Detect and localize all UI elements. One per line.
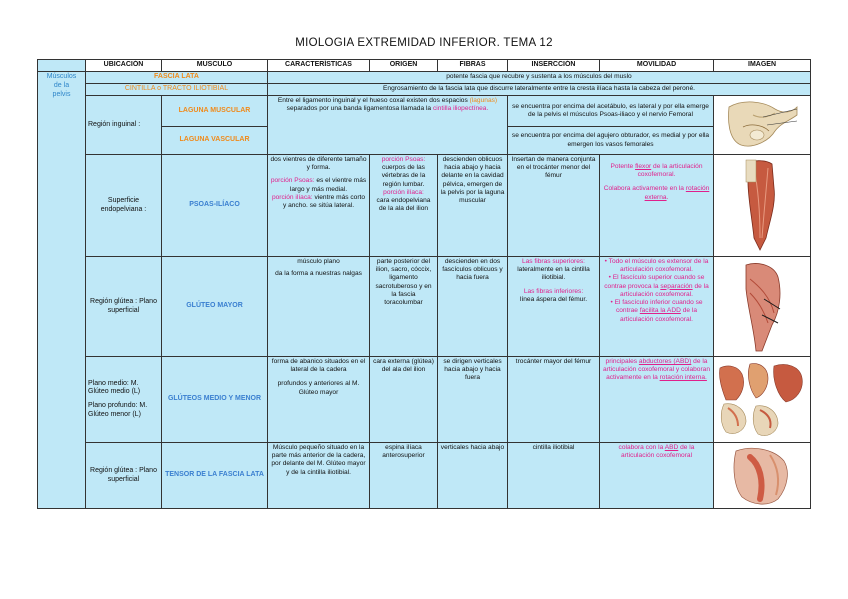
tensor-image bbox=[714, 443, 811, 509]
gluteos-medio-menor-image bbox=[714, 357, 811, 443]
header-ubicacion: UBICACIÓN bbox=[86, 60, 162, 72]
side-label-musculos-pelvis: Músculos de la pelvis bbox=[38, 72, 86, 509]
header-blank bbox=[38, 60, 86, 72]
gluteos-medio-menor-name: GLÚTEOS MEDIO Y MENOR bbox=[162, 357, 268, 443]
gluteos-medio-menor-fibers: se dirigen verticales hacia abajo y hacia fuera bbox=[438, 357, 508, 443]
document-title: MIOLOGIA EXTREMIDAD INFERIOR. TEMA 12 bbox=[295, 37, 553, 49]
gluteo-mayor-fibers: descienden en dos fascículos oblicuos y hacia fuera bbox=[438, 257, 508, 357]
header-fibras: FIBRAS bbox=[438, 60, 508, 72]
gluteos-medio-menor-origin: cara externa (glútea) del ala del ilion bbox=[370, 357, 438, 443]
header-movilidad: MOVILIDAD bbox=[600, 60, 714, 72]
cintilla-name: CINTILLA o TRACTO ILIOTIBIAL bbox=[86, 84, 268, 96]
tensor-fasciae-latae-illustration-icon bbox=[730, 445, 794, 507]
psoas-fibers: descienden oblicuos hacia abajo y hacia delante en la cavidad pélvica, emergen de la pelvis por la laguna muscular bbox=[438, 155, 508, 257]
header-musculo: MUSCULO bbox=[162, 60, 268, 72]
gluteo-mayor-name: GLÚTEO MAYOR bbox=[162, 257, 268, 357]
cintilla-description: Engrosamiento de la fascia lata que discurre lateralmente entre la cresta ilíaca hasta la cabeza del peroné. bbox=[268, 84, 811, 96]
header-origen: ORIGEN bbox=[370, 60, 438, 72]
inguinal-image bbox=[714, 96, 811, 155]
psoas-name: PSOAS-ILÍACO bbox=[162, 155, 268, 257]
gluteo-mayor-origin: parte posterior del ilion, sacro, cóccix, ligamento sacrotuberoso y en la fascia toracolumbar bbox=[370, 257, 438, 357]
muscle-table bbox=[37, 59, 811, 509]
psoas-insertion: Insertan de manera conjunta en el trocánter menor del fémur bbox=[508, 155, 600, 257]
laguna-muscular-insertion: se encuentra por encima del acetábulo, es lateral y por ella emerge de la pelvis el músculos Psoas-iliaco y el nervio Femoral bbox=[508, 96, 714, 127]
psoas-characteristics: dos vientres de diferente tamaño y forma. porción Psoas: es el vientre más largo y más medial. porción ilíaca: vientre más corto y ancho. se sitúa lateral. bbox=[268, 155, 370, 257]
gluteus-maximus-illustration-icon bbox=[740, 259, 784, 355]
tensor-name: TENSOR DE LA FASCIA LATA bbox=[162, 443, 268, 509]
gluteo-mayor-insertion: Las fibras superiores: lateralmente en la cintilla iliotibial. Las fibras inferiores: línea áspera del fémur. bbox=[508, 257, 600, 357]
gluteo-mayor-mobility: • Todo el músculo es extensor de la articulación coxofemoral. • El fascículo superior cuando se contrae provoca la separación de la articulación coxofemoral. • El fascículo inferior cuando se contrae facilita la ADD de la articulación coxofemoral. bbox=[600, 257, 714, 357]
tensor-location: Región glútea : Plano superficial bbox=[86, 443, 162, 509]
psoas-location: Superficie endopelviana : bbox=[86, 155, 162, 257]
gluteos-medio-menor-insertion: trocánter mayor del fémur bbox=[508, 357, 600, 443]
header-insercion: INSERCCIÓN bbox=[508, 60, 600, 72]
psoas-image bbox=[714, 155, 811, 257]
gluteus-medius-minimus-illustration-icon bbox=[716, 360, 808, 440]
gluteos-medio-menor-characteristics: forma de abanico situados en el lateral de la cadera profundos y anteriores al M. Glúteo mayor bbox=[268, 357, 370, 443]
psoas-mobility: Potente flexor de la articulación coxofemoral. Colabora activamente en la rotación externa. bbox=[600, 155, 714, 257]
tensor-origin: espina ilíaca anterosuperior bbox=[370, 443, 438, 509]
pelvis-illustration-icon bbox=[723, 97, 801, 153]
tensor-mobility: colabora con la ABD de la articulación coxofemoral bbox=[600, 443, 714, 509]
tensor-insertion: cintilla iliotibial bbox=[508, 443, 600, 509]
gluteo-mayor-location: Región glútea : Plano superficial bbox=[86, 257, 162, 357]
gluteos-medio-menor-mobility: principales abductores (ABD) de la articulación coxofemoral y colaboran activamente en la rotación interna. bbox=[600, 357, 714, 443]
psoas-origin: porción Psoas: cuerpos de las vértebras de la región lumbar. porción ilíaca: cara endopelviana de la ala del ilion bbox=[370, 155, 438, 257]
fascia-lata-description: potente fascia que recubre y sustenta a los músculos del muslo bbox=[268, 72, 811, 84]
gluteo-mayor-characteristics: músculo plano da la forma a nuestras nalgas bbox=[268, 257, 370, 357]
tensor-characteristics: Músculo pequeño situado en la parte más anterior de la cadera, por delante del M. Glúteo mayor y de la cintilla iliotibial. bbox=[268, 443, 370, 509]
laguna-vascular-insertion: se encuentra por encima del agujero obturador, es medial y por ella emergen los vasos femorales bbox=[508, 127, 714, 155]
inguinal-characteristics: Entre el ligamento inguinal y el hueso coxal existen dos espacios (lagunas) separados por una banda ligamentosa llamada la cintilla iliopectínea. bbox=[268, 96, 508, 155]
header-imagen: IMAGEN bbox=[714, 60, 811, 72]
gluteo-mayor-image bbox=[714, 257, 811, 357]
header-caracteristicas: CARACTERÍSTICAS bbox=[268, 60, 370, 72]
psoas-muscle-illustration-icon bbox=[742, 158, 782, 254]
gluteos-medio-menor-location: Plano medio: M. Glúteo medio (L) Plano profundo: M. Glúteo menor (L) bbox=[86, 357, 162, 443]
laguna-muscular-name: LAGUNA MUSCULAR bbox=[162, 96, 268, 127]
tensor-fibers: verticales hacia abajo bbox=[438, 443, 508, 509]
inguinal-location: Región inguinal : bbox=[86, 96, 162, 155]
laguna-vascular-name: LAGUNA VASCULAR bbox=[162, 127, 268, 155]
fascia-lata-name: FASCIA LATA bbox=[86, 72, 268, 84]
